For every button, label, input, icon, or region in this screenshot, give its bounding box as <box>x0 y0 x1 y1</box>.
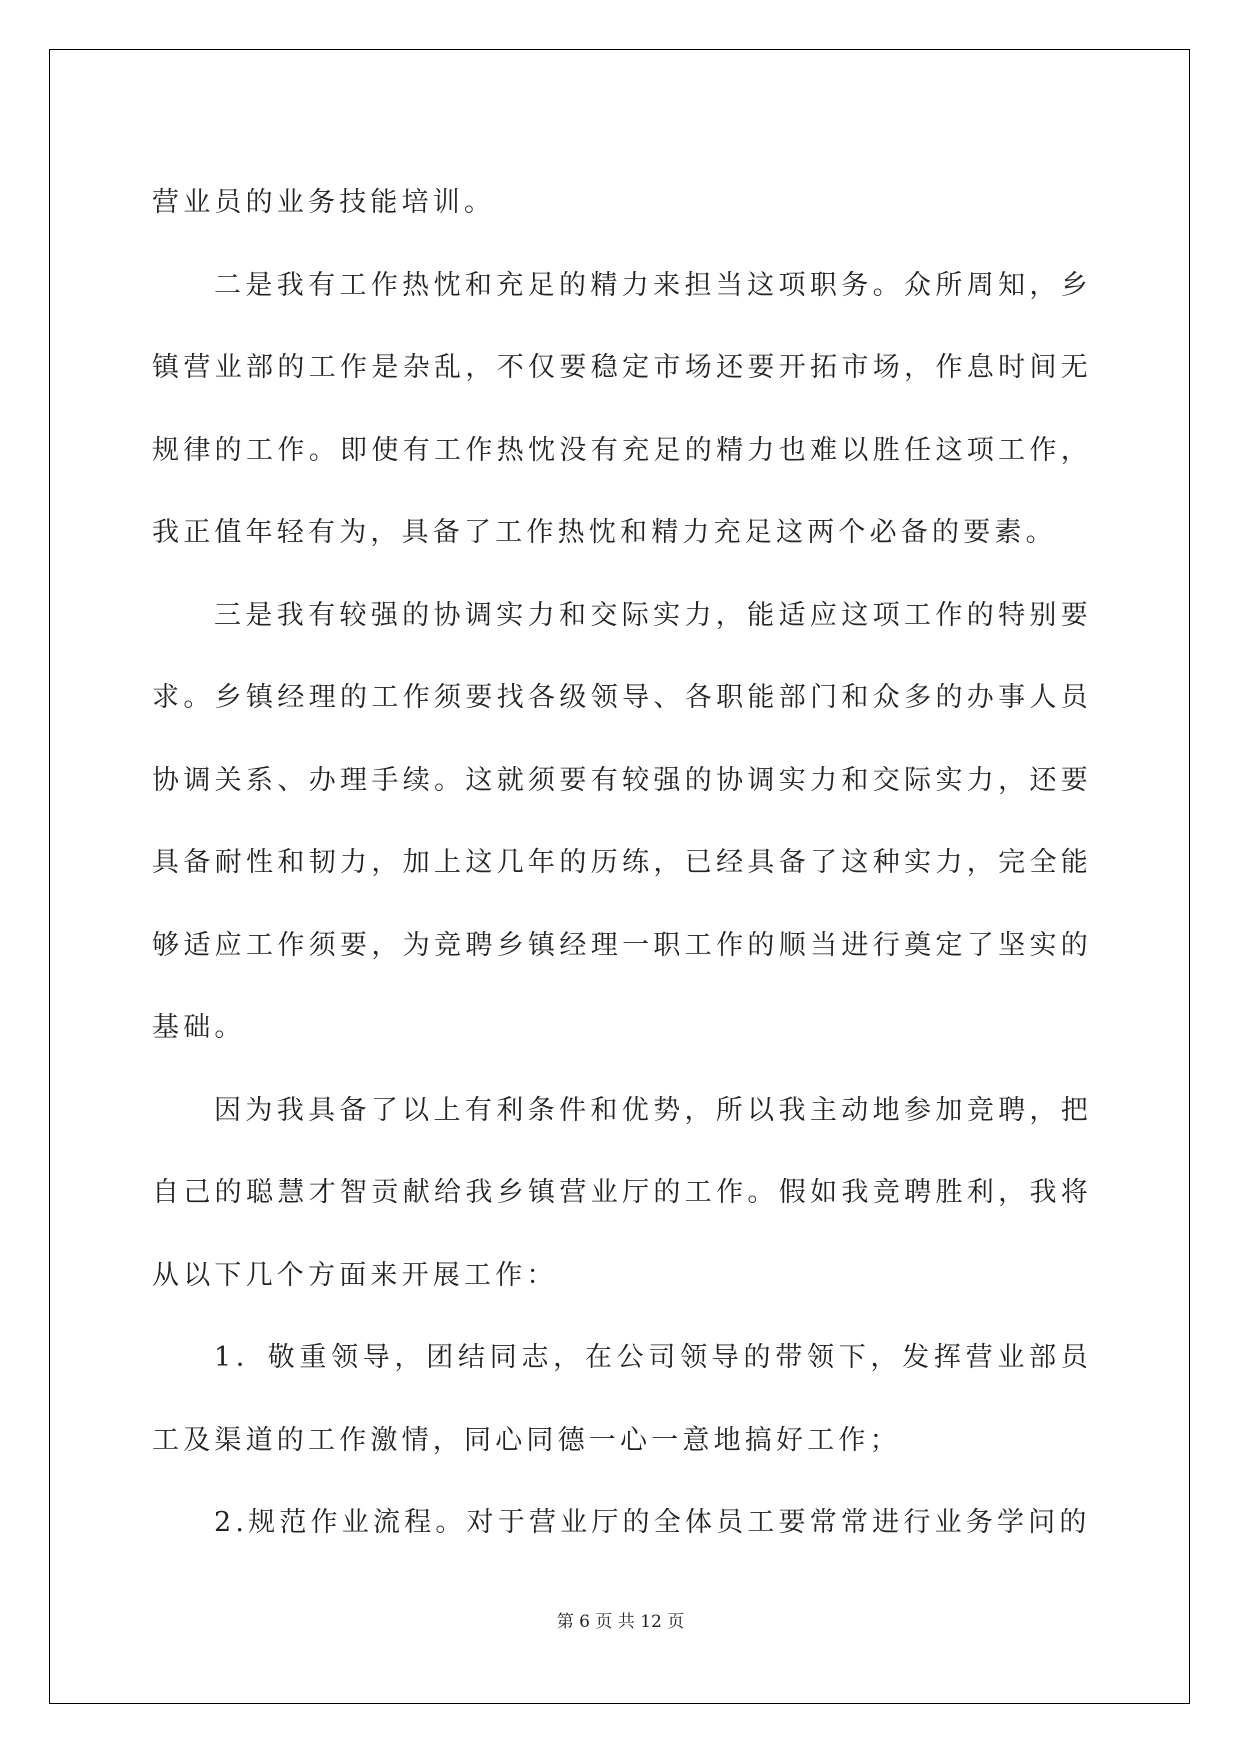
paragraph-2: 二是我有工作热忱和充足的精力来担当这项职务。众所周知，乡镇营业部的工作是杂乱，不仅要稳定市场还要开拓市场，作息时间无规律的工作。即使有工作热忱没有充足的精力也难以胜任这项工作，我正值年轻有为，具备了工作热忱和精力充足这两个必备的要素。 <box>152 269 1092 548</box>
paragraph-4: 因为我具备了以上有利条件和优势，所以我主动地参加竞聘，把自己的聪慧才智贡献给我乡镇营业厅的工作。假如我竞聘胜利，我将从以下几个方面来开展工作： <box>152 1094 1092 1291</box>
paragraph-3: 三是我有较强的协调实力和交际实力，能适应这项工作的特别要求。乡镇经理的工作须要找各级领导、各职能部门和众多的办事人员协调关系、办理手续。这就须要有较强的协调实力和交际实力，还要具备耐性和韧力，加上这几年的历练，已经具备了这种实力，完全能够适应工作须要，为竞聘乡镇经理一职工作的顺当进行奠定了坚实的基础。 <box>152 599 1092 1043</box>
paragraph-5: 1．敬重领导，团结同志，在公司领导的带领下，发挥营业部员工及渠道的工作激情，同心同德一心一意地搞好工作； <box>152 1342 1092 1456</box>
document-body <box>152 162 1092 1565</box>
paragraph-1: 营业员的业务技能培训。 <box>152 187 496 218</box>
page-number-footer: 第 6 页 共 12 页 <box>556 1612 685 1632</box>
paragraph-6: 2.规范作业流程。对于营业厅的全体员工要常常进行业务学问的 <box>214 1507 1091 1538</box>
